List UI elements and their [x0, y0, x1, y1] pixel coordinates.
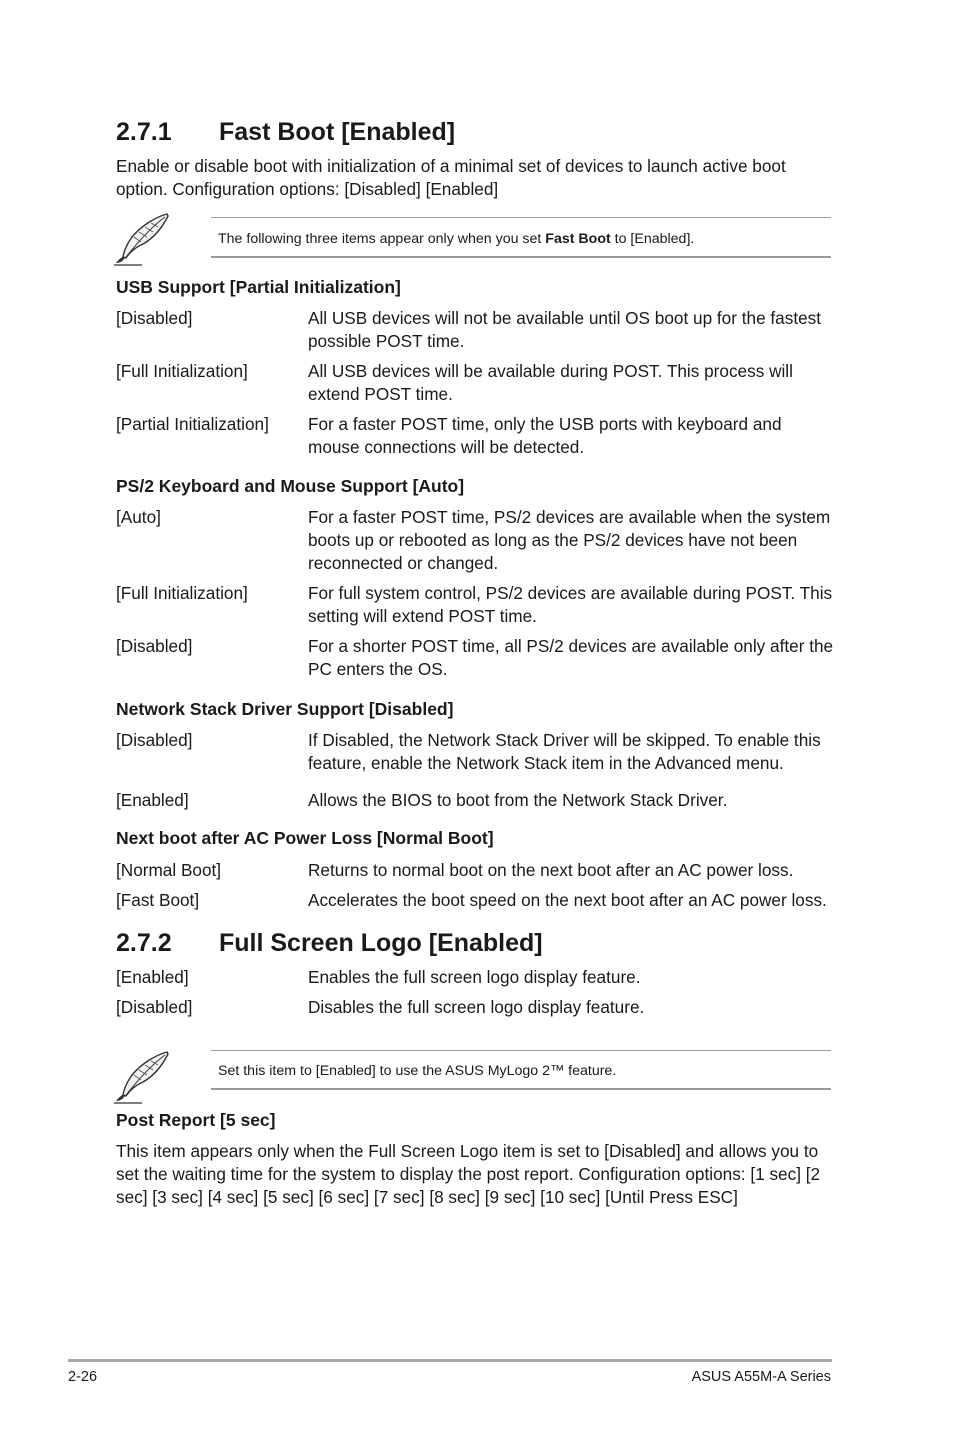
note-divider-top [211, 1050, 831, 1051]
note-divider-bottom [211, 256, 831, 258]
option-label: [Normal Boot] [116, 860, 222, 880]
subheading-ps2-support: PS/2 Keyboard and Mouse Support [Auto] [116, 476, 465, 496]
note-divider-bottom [211, 1088, 831, 1090]
note-text-part: to [Enabled]. [610, 231, 695, 247]
footer-page-number: 2-26 [68, 1369, 98, 1385]
option-label: [Disabled] [116, 730, 193, 750]
section-number: 2.7.2 [116, 929, 172, 957]
note-text-bold: Fast Boot [545, 231, 611, 247]
section-title: Full Screen Logo [Enabled] [219, 929, 543, 957]
pen-note-icon [112, 1049, 174, 1105]
note-text [218, 230, 828, 248]
option-description: For full system control, PS/2 devices are available during POST. This setting will extend POST time. [308, 583, 833, 626]
option-description: Enables the full screen logo display feature. [308, 967, 641, 987]
note-text: Set this item to [Enabled] to use the ASUS MyLogo 2™ feature. [218, 1063, 617, 1079]
option-label: [Full Initialization] [116, 583, 248, 603]
option-description: All USB devices will be available during POST. This process will extend POST time. [308, 361, 793, 404]
option-description: If Disabled, the Network Stack Driver will be skipped. To enable this feature, enable the Network Stack item in the Advanced menu. [308, 730, 821, 773]
option-label: [Full Initialization] [116, 361, 248, 381]
option-label: [Disabled] [116, 636, 193, 656]
section-heading-full-screen-logo [116, 928, 543, 958]
subheading-post-report: Post Report [5 sec] [116, 1110, 276, 1130]
footer-divider [68, 1359, 832, 1362]
option-description: Disables the full screen logo display feature. [308, 997, 645, 1017]
option-description: For a faster POST time, only the USB ports with keyboard and mouse connections will be detected. [308, 414, 782, 457]
note-text-part: The following three items appear only when you set [218, 231, 546, 247]
note-divider-top [211, 217, 831, 218]
option-label: [Enabled] [116, 967, 189, 987]
option-label: [Disabled] [116, 997, 193, 1017]
option-description: Accelerates the boot speed on the next boot after an AC power loss. [308, 890, 827, 910]
subheading-next-boot: Next boot after AC Power Loss [Normal Boot] [116, 828, 494, 848]
section-intro: Enable or disable boot with initialization of a minimal set of devices to launch active boot option. Configuration options: [Disabled] [Enabled] [116, 156, 786, 199]
section-heading-fast-boot [116, 117, 455, 147]
option-label: [Fast Boot] [116, 890, 200, 910]
section-number: 2.7.1 [116, 118, 172, 146]
option-description: All USB devices will not be available until OS boot up for the fastest possible POST time. [308, 308, 822, 351]
option-label: [Partial Initialization] [116, 414, 269, 434]
post-report-description: This item appears only when the Full Screen Logo item is set to [Disabled] and allows you to set the waiting time for the system to display the post report. Configuration options: [1 sec] [2 sec] [3 sec] [4 sec] [5 sec] [6 sec] [7 sec] [8 sec] [9 sec] [10 sec] [Until Press ESC] [116, 1141, 821, 1207]
subheading-usb-support: USB Support [Partial Initialization] [116, 277, 401, 297]
section-title: Fast Boot [Enabled] [219, 118, 456, 146]
option-description: Returns to normal boot on the next boot after an AC power loss. [308, 860, 794, 880]
option-description: Allows the BIOS to boot from the Network Stack Driver. [308, 790, 728, 810]
option-label: [Disabled] [116, 308, 193, 328]
option-label: [Enabled] [116, 790, 189, 810]
option-description: For a faster POST time, PS/2 devices are available when the system boots up or rebooted as long as the PS/2 devices have not been reconnected or changed. [308, 507, 831, 573]
subheading-network-stack: Network Stack Driver Support [Disabled] [116, 699, 454, 719]
pen-note-icon [112, 211, 174, 267]
option-description: For a shorter POST time, all PS/2 devices are available only after the PC enters the OS. [308, 636, 834, 679]
option-label: [Auto] [116, 507, 161, 527]
footer-product-name: ASUS A55M-A Series [691, 1369, 831, 1385]
